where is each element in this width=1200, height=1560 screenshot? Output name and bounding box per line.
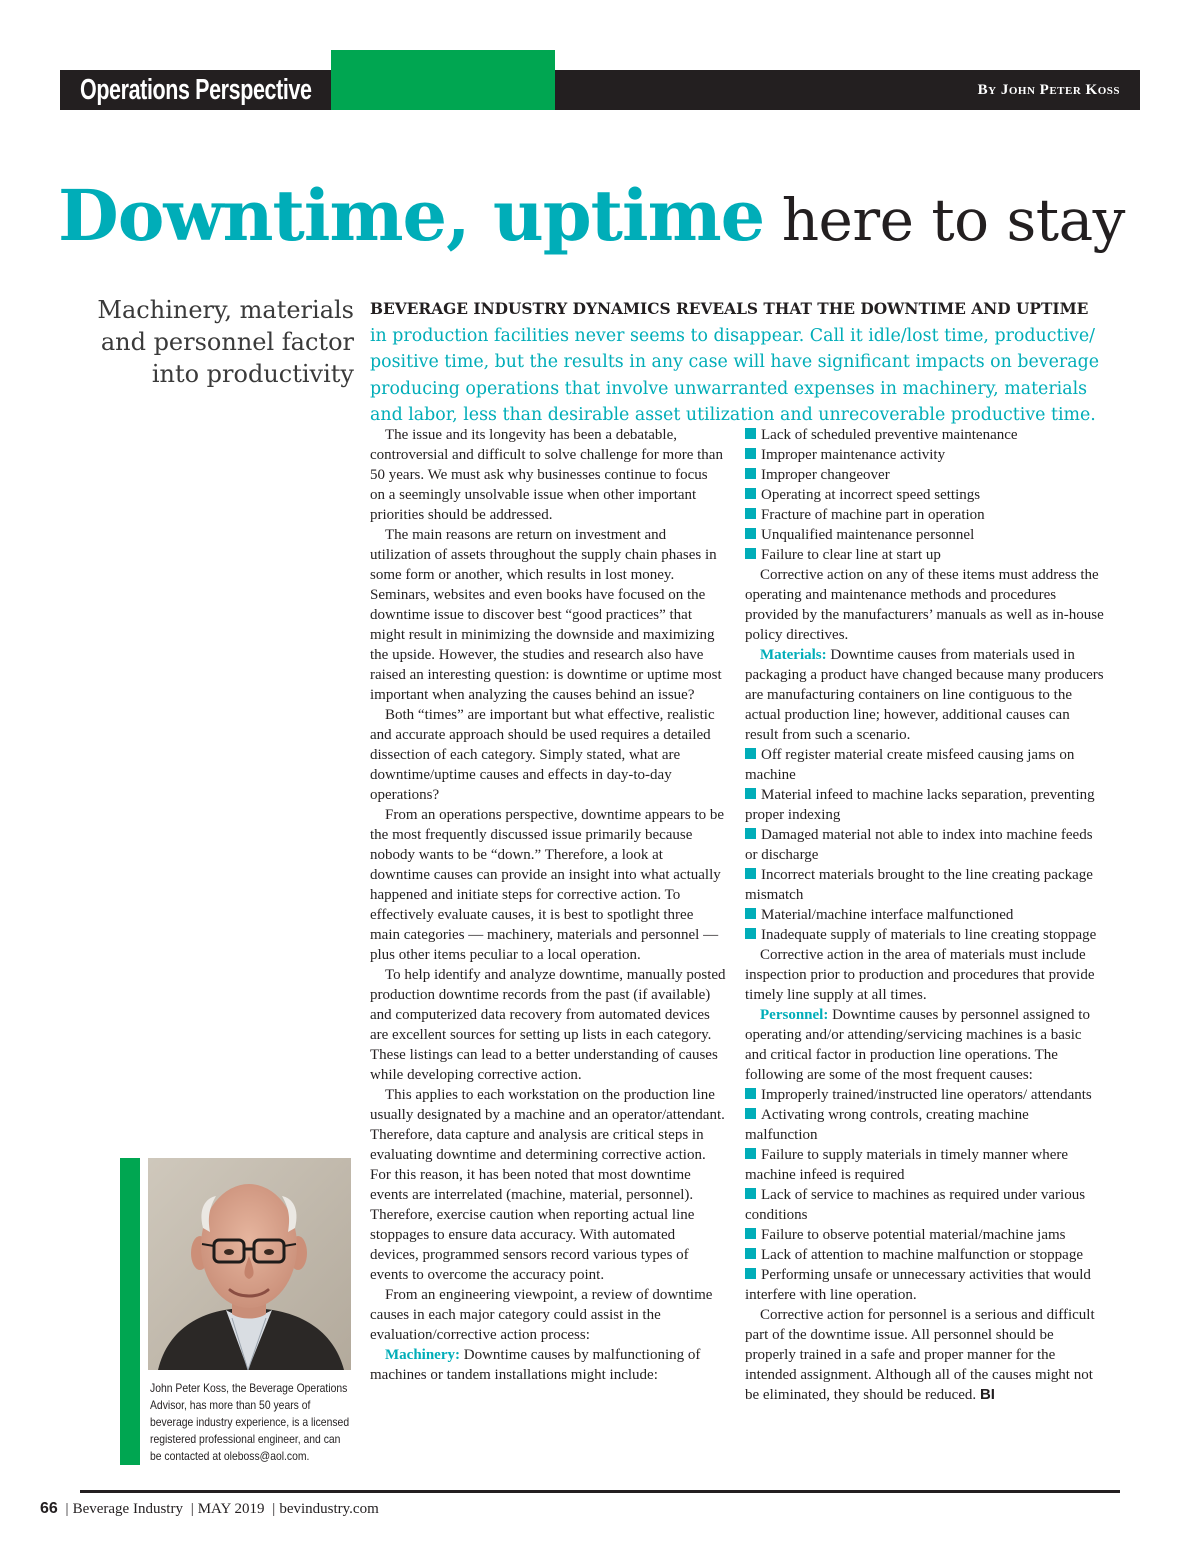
body-paragraph: From an engineering viewpoint, a review of downtime causes in each major category could assist in the evaluation/corrective action process: bbox=[370, 1287, 713, 1343]
square-bullet-icon bbox=[745, 868, 756, 879]
bullet-item: Material infeed to machine lacks separation, preventing proper indexing bbox=[745, 787, 1095, 823]
bullet-item: Failure to observe potential material/machine jams bbox=[745, 1225, 1105, 1245]
headline bbox=[58, 172, 1148, 264]
lede-paragraph bbox=[370, 296, 1110, 429]
deck-line: Machinery, materials bbox=[97, 296, 354, 324]
body-paragraph: From an operations perspective, downtime appears to be the most frequently discussed issue primarily because nobody wants to be “down.” Therefore, a look at downtime causes can provide an insight into what actually happened and initiate steps for corrective action. To effectively evaluate causes, it is best to spotlight three main categories — machinery, materials and personnel — plus other items peculiar to a local operation. bbox=[370, 807, 725, 963]
footer bbox=[40, 1498, 379, 1520]
author-portrait-icon bbox=[148, 1158, 351, 1370]
bullet-item: Operating at incorrect speed settings bbox=[745, 485, 1105, 505]
machinery-bullet-list bbox=[745, 425, 1105, 565]
body-column-2 bbox=[745, 425, 1105, 1405]
footer-website: bevindustry.com bbox=[279, 1501, 379, 1517]
page-number: 66 bbox=[40, 1500, 58, 1517]
bullet-item: Off register material create misfeed causing jams on machine bbox=[745, 747, 1075, 783]
bullet-item: Failure to supply materials in timely manner where machine infeed is required bbox=[745, 1147, 1069, 1183]
footer-separator: | bbox=[190, 1501, 194, 1517]
bullet-item: Damaged material not able to index into machine feeds or discharge bbox=[745, 827, 1093, 863]
bullet-item: Incorrect materials brought to the line creating package mismatch bbox=[745, 867, 1093, 903]
personnel-bullet-list bbox=[745, 1085, 1105, 1305]
lede-text: in production facilities never seems to disappear. Call it idle/lost time, productive/ positive time, but the results in any case will have significant impacts on beverage producing operations that involve unwarranted expenses in machinery, materials and labor, less than desirable asset utilization and unrecoverable productive time. bbox=[370, 325, 1100, 425]
bullet-item: Fracture of machine part in operation bbox=[745, 505, 1105, 525]
square-bullet-icon bbox=[745, 788, 756, 799]
body-paragraph: Corrective action in the area of materials must include inspection prior to production and procedures that provide timely line supply at all times. bbox=[745, 947, 1095, 1003]
footer-publication: Beverage Industry bbox=[72, 1501, 183, 1517]
personnel-intro: Downtime causes by personnel assigned to operating and/or attending/servicing machines is a basic and critical factor in production line operations. The following are some of the most frequent causes: bbox=[745, 1007, 1090, 1083]
machinery-intro: Downtime causes by malfunctioning of machines or tandem installations might include: bbox=[370, 1347, 701, 1383]
author-caption: John Peter Koss, the Beverage Operations Advisor, has more than 50 years of beverage industry experience, is a licensed registered professional engineer, and can be contacted at oleboss@aol.com. bbox=[150, 1381, 350, 1463]
materials-bullet-list bbox=[745, 745, 1105, 945]
footer-separator: | bbox=[272, 1501, 276, 1517]
byline: By John Peter Koss bbox=[977, 82, 1120, 98]
bullet-item: Lack of service to machines as required under various conditions bbox=[745, 1187, 1086, 1223]
section-title: Operations Perspective bbox=[80, 74, 312, 106]
bullet-item: Unqualified maintenance personnel bbox=[745, 525, 1105, 545]
bullet-item: Lack of attention to machine malfunction or stoppage bbox=[745, 1245, 1105, 1265]
headline-rest: here to stay bbox=[781, 186, 1125, 254]
bullet-item: Performing unsafe or unnecessary activities that would interfere with line operation. bbox=[745, 1267, 1091, 1303]
body-paragraph: Both “times” are important but what effective, realistic and accurate approach should be used requires a detailed dissection of each category. Simply stated, what are downtime/uptime causes and effects in day-to-day operations? bbox=[370, 707, 715, 803]
bullet-item: Lack of scheduled preventive maintenance bbox=[745, 425, 1105, 445]
square-bullet-icon bbox=[745, 1148, 756, 1159]
subhead-materials: Materials: bbox=[760, 647, 827, 663]
square-bullet-icon bbox=[745, 1268, 756, 1279]
bullet-item: Improperly trained/instructed line operators/ attendants bbox=[745, 1085, 1105, 1105]
body-column-1 bbox=[370, 425, 726, 1385]
body-paragraph-final: Corrective action for personnel is a serious and difficult part of the downtime issue. All personnel should be properly trained in a safe and proper manner for the intended assignment. Although all of the causes might not be eliminated, they should be reduced. BI bbox=[745, 1307, 1095, 1403]
bullet-item: Improper changeover bbox=[745, 465, 1105, 485]
bullet-item: Improper maintenance activity bbox=[745, 445, 1105, 465]
body-paragraph: The main reasons are return on investment and utilization of assets throughout the supply chain phases in some form or another, which results in lost money. Seminars, websites and even books have focused on the downtime issue to discover best “good practices” that might result in minimizing the downside and maximizing the upside. However, the studies and research also have raised an interesting question: is downtime or uptime most important when analyzing the causes behind an issue? bbox=[370, 527, 722, 703]
body-paragraph: This applies to each workstation on the production line usually designated by a machine and an operator/attendant. Therefore, data capture and analysis are critical steps in evaluating downtime and determining corrective action. For this reason, it has been noted that most downtime events are interrelated (machine, material, personnel). Therefore, exercise caution when reporting actual line stoppages to ensure data accuracy. With automated devices, programmed sensors record various types of events to overcome the accuracy point. bbox=[370, 1087, 725, 1283]
body-paragraph: The issue and its longevity has been a debatable, controversial and difficult to solve challenge for more than 50 years. We must ask why businesses continue to focus on a seemingly unsolvable issue when other important priorities should be addressed. bbox=[370, 427, 723, 523]
section-header-green-block bbox=[331, 50, 555, 110]
square-bullet-icon bbox=[745, 748, 756, 759]
body-paragraph: Corrective action on any of these items must address the operating and maintenance methods and procedures provided by the manufacturers’ manuals as well as in-house policy directives. bbox=[745, 567, 1104, 643]
square-bullet-icon bbox=[745, 828, 756, 839]
square-bullet-icon bbox=[745, 508, 756, 519]
square-bullet-icon bbox=[745, 488, 756, 499]
footer-rule bbox=[80, 1490, 1120, 1493]
square-bullet-icon bbox=[745, 908, 756, 919]
deck bbox=[40, 294, 354, 390]
square-bullet-icon bbox=[745, 1108, 756, 1119]
headline-accent: Downtime, uptime bbox=[58, 174, 765, 257]
deck-line: into productivity bbox=[151, 360, 354, 388]
materials-intro: Downtime causes from materials used in packaging a product have changed because many producers are manufacturing containers on line contiguous to the actual production line; however, additional causes can result from such a scenario. bbox=[745, 647, 1104, 743]
end-mark: BI bbox=[979, 1386, 995, 1403]
square-bullet-icon bbox=[745, 468, 756, 479]
footer-separator: | bbox=[65, 1501, 69, 1517]
body-paragraph: To help identify and analyze downtime, manually posted production downtime records from the past (if available) and computerized data recovery from automated devices are excellent sources for setting up lists in each category. These listings can lead to a better understanding of causes while developing corrective action. bbox=[370, 967, 726, 1083]
body-paragraph-materials bbox=[745, 645, 1105, 745]
bullet-item: Failure to clear line at start up bbox=[745, 545, 1105, 565]
square-bullet-icon bbox=[745, 428, 756, 439]
author-photo bbox=[148, 1158, 351, 1370]
photo-accent-strip bbox=[120, 1158, 140, 1465]
lede-caps: BEVERAGE INDUSTRY DYNAMICS REVEALS THAT THE DOWNTIME AND UPTIME bbox=[370, 300, 1089, 318]
square-bullet-icon bbox=[745, 448, 756, 459]
square-bullet-icon bbox=[745, 528, 756, 539]
subhead-machinery: Machinery: bbox=[385, 1347, 460, 1363]
footer-issue: MAY 2019 bbox=[197, 1501, 265, 1517]
square-bullet-icon bbox=[745, 1248, 756, 1259]
square-bullet-icon bbox=[745, 1088, 756, 1099]
subhead-personnel: Personnel: bbox=[760, 1007, 829, 1023]
deck-line: and personnel factor bbox=[100, 328, 354, 356]
square-bullet-icon bbox=[745, 1228, 756, 1239]
body-paragraph-personnel bbox=[745, 1005, 1105, 1085]
body-paragraph-machinery bbox=[370, 1345, 726, 1385]
square-bullet-icon bbox=[745, 1188, 756, 1199]
bullet-item: Material/machine interface malfunctioned bbox=[745, 905, 1105, 925]
bullet-item: Inadequate supply of materials to line creating stoppage bbox=[745, 925, 1105, 945]
square-bullet-icon bbox=[745, 928, 756, 939]
square-bullet-icon bbox=[745, 548, 756, 559]
bullet-item: Activating wrong controls, creating machine malfunction bbox=[745, 1107, 1029, 1143]
